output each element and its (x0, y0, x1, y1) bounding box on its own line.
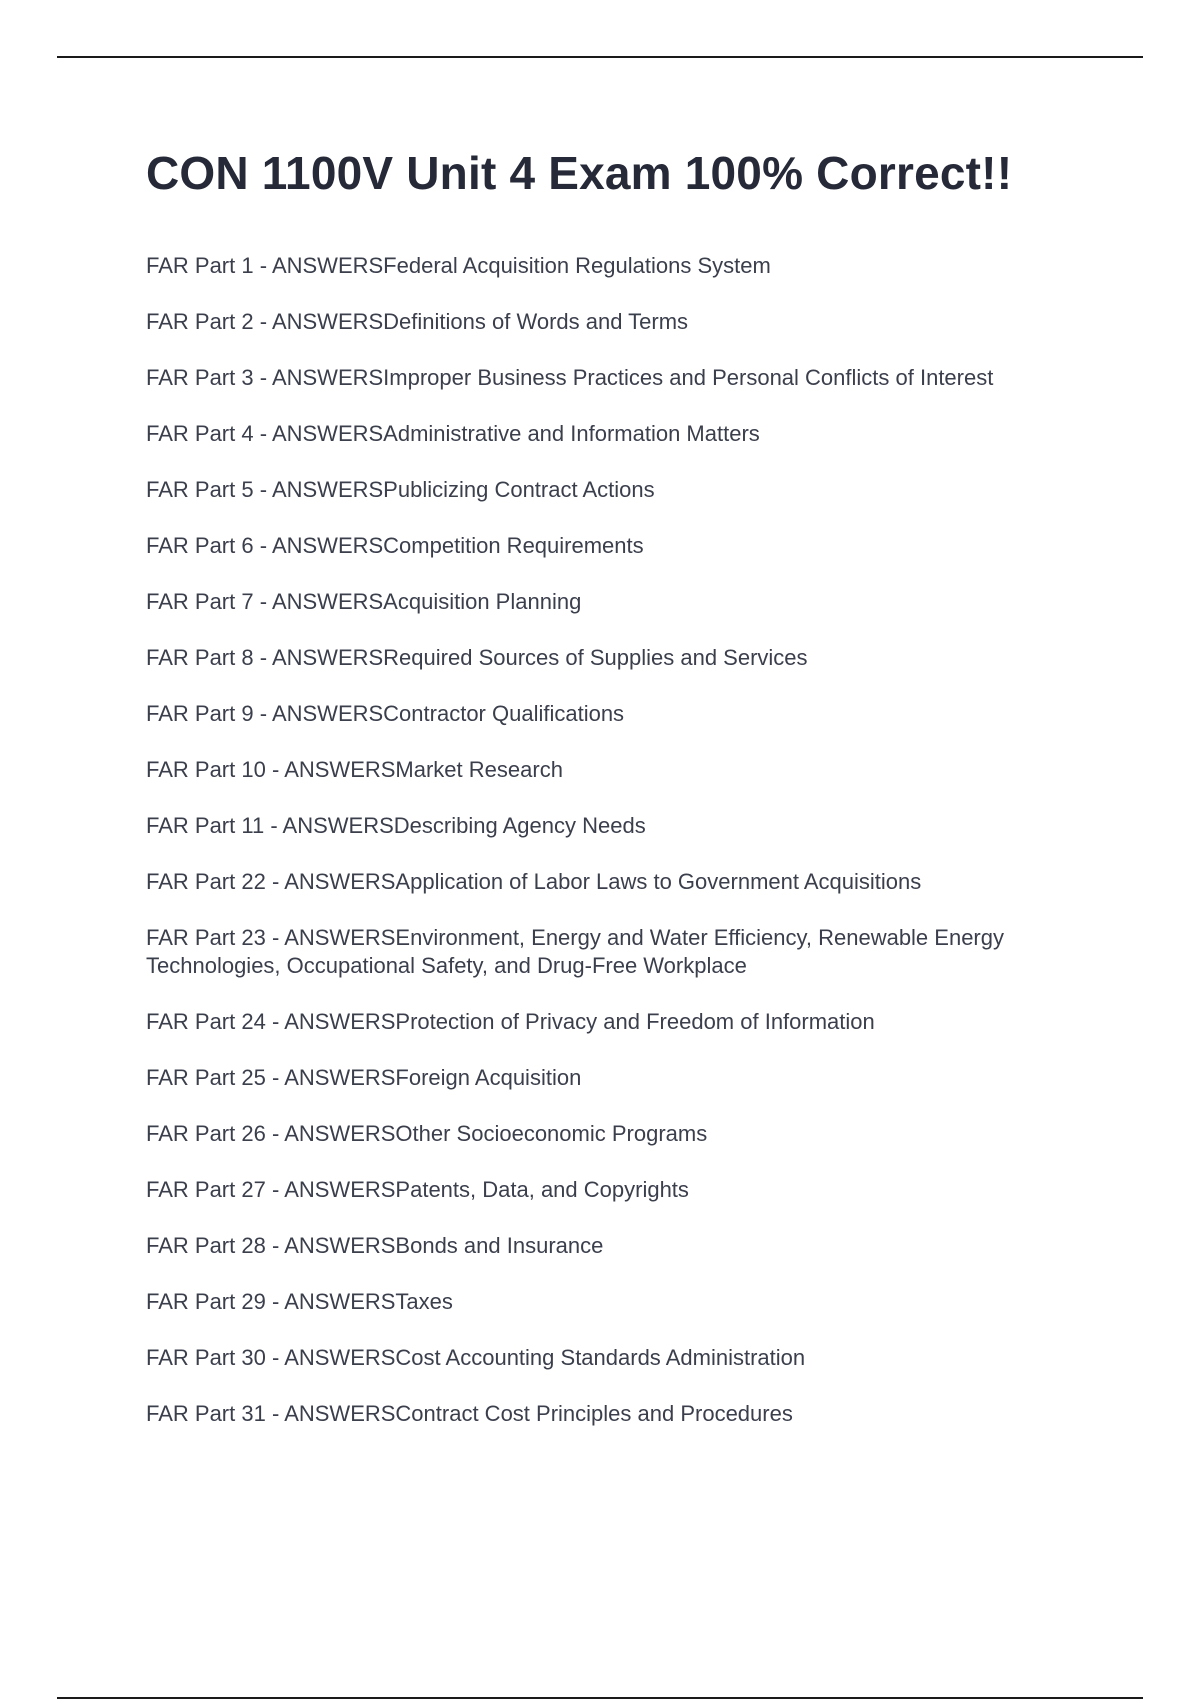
document-title: CON 1100V Unit 4 Exam 100% Correct!! (146, 147, 1013, 199)
qa-item (146, 1288, 1106, 1316)
qa-item (146, 756, 1106, 784)
qa-separator: - (265, 1177, 285, 1202)
qa-separator: - (253, 701, 272, 726)
qa-item (146, 924, 1106, 980)
answer-text: ANSWERSCompetition Requirements (271, 533, 644, 558)
answer-text: ANSWERSForeign Acquisition (284, 1065, 582, 1090)
question-text: FAR Part 2 (146, 309, 254, 334)
answer-text: ANSWERSAdministrative and Information Matters (271, 421, 760, 446)
qa-separator: - (253, 589, 272, 614)
question-text: FAR Part 11 (146, 813, 265, 838)
qa-separator: - (265, 1065, 285, 1090)
qa-item (146, 476, 1106, 504)
answer-text: ANSWERSContractor Qualifications (271, 701, 625, 726)
question-text: FAR Part 28 (146, 1233, 266, 1258)
qa-separator: - (253, 533, 272, 558)
answer-text: ANSWERSBonds and Insurance (284, 1233, 604, 1258)
question-text: FAR Part 10 (146, 757, 266, 782)
qa-separator: - (265, 925, 285, 950)
qa-item (146, 1008, 1106, 1036)
qa-separator: - (253, 253, 272, 278)
document-body (146, 140, 1106, 1426)
question-text: FAR Part 8 (146, 645, 254, 670)
qa-list (146, 252, 1106, 1456)
qa-item (146, 700, 1106, 728)
top-rule (57, 56, 1143, 58)
qa-separator: - (265, 1233, 285, 1258)
qa-separator: - (265, 869, 285, 894)
question-text: FAR Part 7 (146, 589, 254, 614)
qa-item (146, 1400, 1106, 1428)
answer-text: ANSWERSCost Accounting Standards Administration (284, 1345, 806, 1370)
qa-item (146, 644, 1106, 672)
qa-item (146, 308, 1106, 336)
qa-separator: - (264, 813, 283, 838)
answer-text: ANSWERSApplication of Labor Laws to Government Acquisitions (284, 869, 922, 894)
qa-separator: - (265, 1289, 285, 1314)
answer-text: ANSWERSMarket Research (284, 757, 563, 782)
question-text: FAR Part 27 (146, 1177, 266, 1202)
bottom-rule (57, 1697, 1143, 1699)
answer-text: ANSWERSDefinitions of Words and Terms (271, 309, 689, 334)
qa-item (146, 1344, 1106, 1372)
qa-separator: - (265, 1345, 285, 1370)
qa-item (146, 252, 1106, 280)
question-text: FAR Part 24 (146, 1009, 266, 1034)
answer-text: ANSWERSEnvironment, Energy and Water Efficiency, Renewable Energy Technologies, Occupational Safety, and Drug-Free Workplace (146, 925, 1004, 978)
answer-text: ANSWERSRequired Sources of Supplies and Services (271, 645, 808, 670)
qa-separator: - (253, 645, 272, 670)
qa-separator: - (265, 1009, 285, 1034)
question-text: FAR Part 3 (146, 365, 254, 390)
answer-text: ANSWERSContract Cost Principles and Procedures (284, 1401, 793, 1426)
answer-text: ANSWERSPatents, Data, and Copyrights (284, 1177, 689, 1202)
qa-item (146, 532, 1106, 560)
answer-text: ANSWERSOther Socioeconomic Programs (284, 1121, 708, 1146)
qa-item (146, 868, 1106, 896)
qa-item (146, 364, 1106, 392)
qa-separator: - (253, 421, 272, 446)
qa-item (146, 1176, 1106, 1204)
qa-separator: - (265, 1401, 285, 1426)
question-text: FAR Part 29 (146, 1289, 266, 1314)
question-text: FAR Part 25 (146, 1065, 266, 1090)
question-text: FAR Part 23 (146, 925, 266, 950)
answer-text: ANSWERSProtection of Privacy and Freedom of Information (284, 1009, 875, 1034)
qa-separator: - (253, 365, 272, 390)
question-text: FAR Part 5 (146, 477, 254, 502)
qa-item (146, 812, 1106, 840)
answer-text: ANSWERSTaxes (284, 1289, 453, 1314)
question-text: FAR Part 4 (146, 421, 254, 446)
answer-text: ANSWERSAcquisition Planning (271, 589, 582, 614)
answer-text: ANSWERSPublicizing Contract Actions (271, 477, 655, 502)
question-text: FAR Part 30 (146, 1345, 266, 1370)
qa-item (146, 1064, 1106, 1092)
question-text: FAR Part 1 (146, 253, 254, 278)
qa-separator: - (253, 309, 272, 334)
qa-item (146, 420, 1106, 448)
question-text: FAR Part 26 (146, 1121, 266, 1146)
qa-item (146, 588, 1106, 616)
question-text: FAR Part 22 (146, 869, 266, 894)
qa-item (146, 1232, 1106, 1260)
question-text: FAR Part 31 (146, 1401, 266, 1426)
answer-text: ANSWERSFederal Acquisition Regulations System (271, 253, 771, 278)
answer-text: ANSWERSDescribing Agency Needs (282, 813, 646, 838)
qa-separator: - (265, 757, 285, 782)
answer-text: ANSWERSImproper Business Practices and Personal Conflicts of Interest (271, 365, 994, 390)
qa-separator: - (253, 477, 272, 502)
question-text: FAR Part 6 (146, 533, 254, 558)
qa-separator: - (265, 1121, 285, 1146)
question-text: FAR Part 9 (146, 701, 254, 726)
qa-item (146, 1120, 1106, 1148)
